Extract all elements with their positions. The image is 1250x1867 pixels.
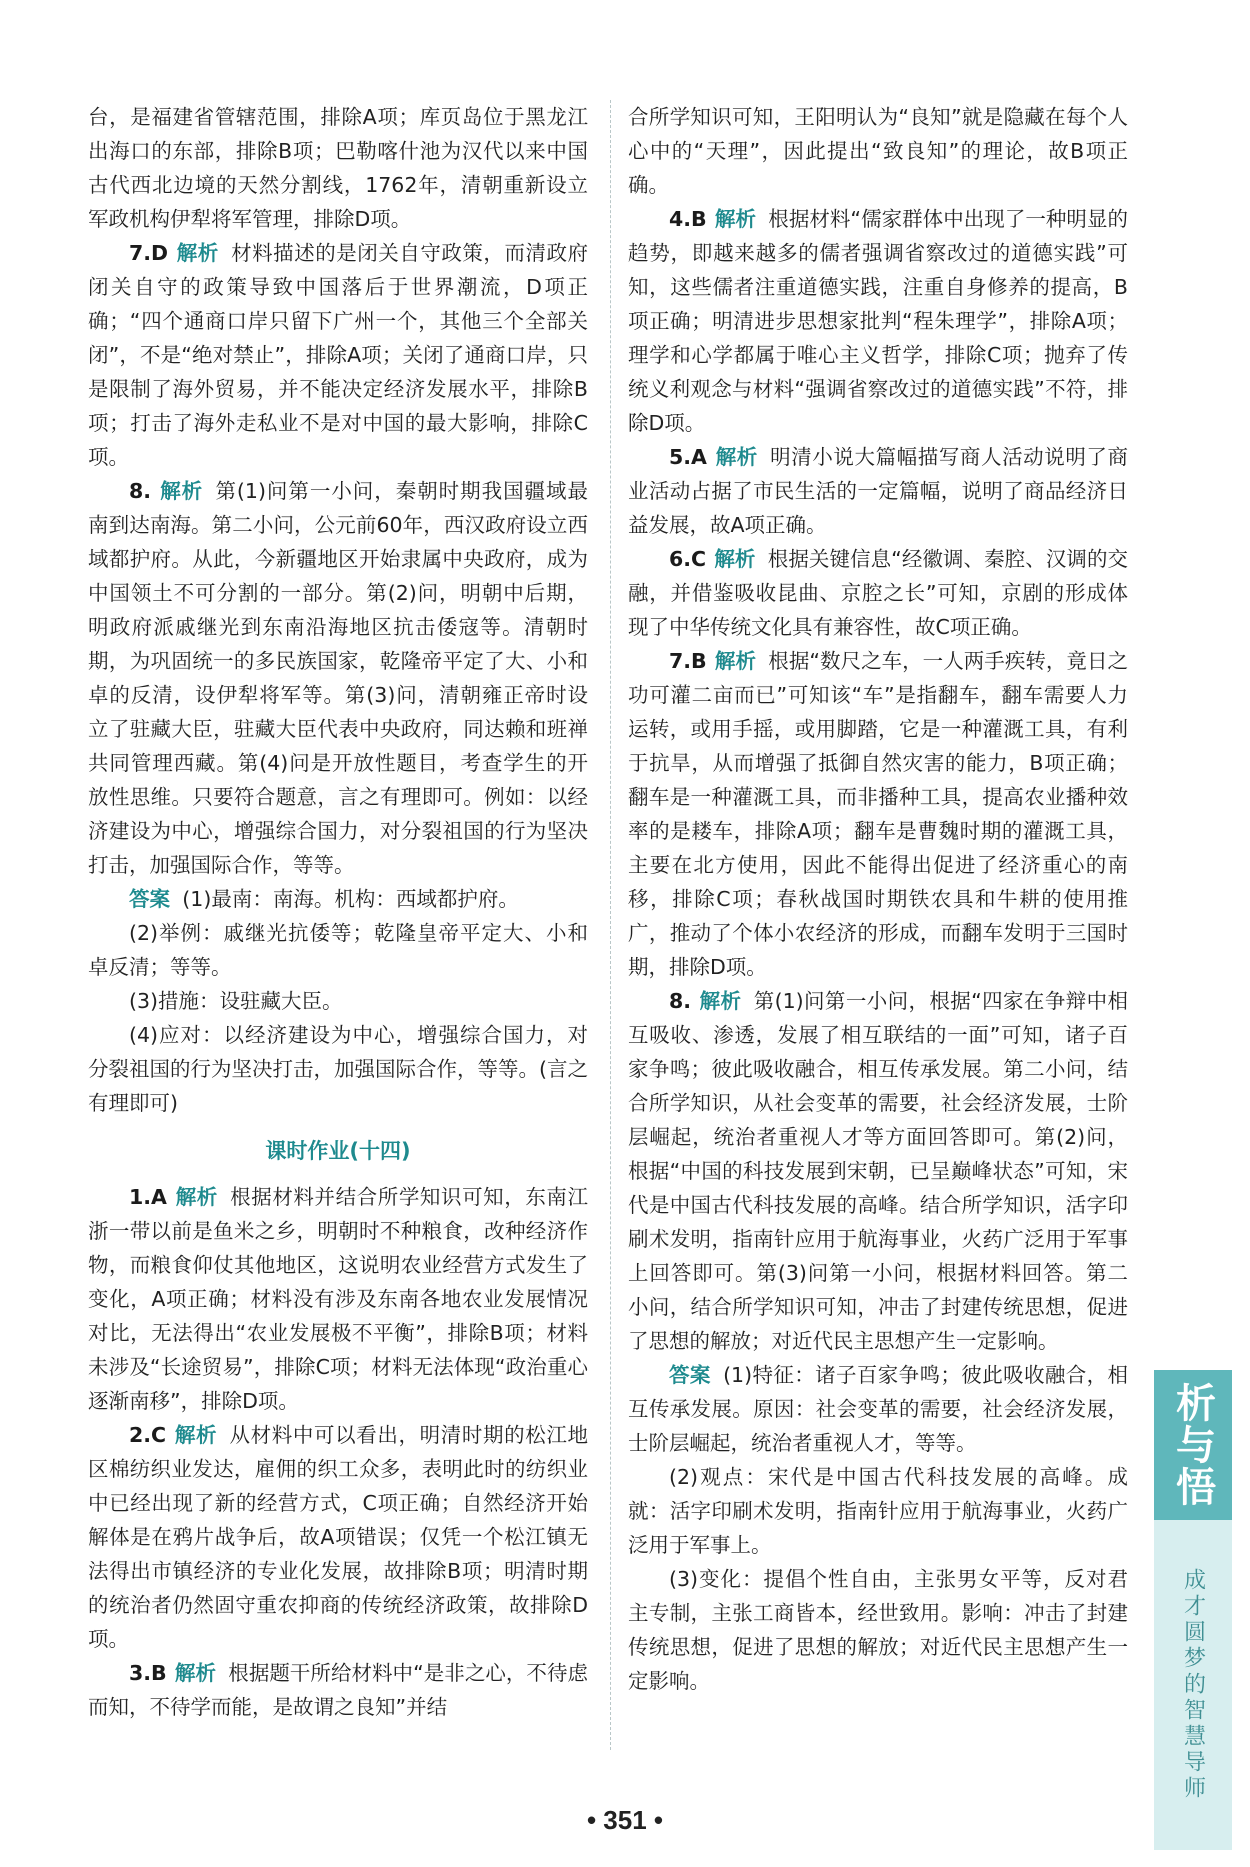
intro-paragraph: 台，是福建省管辖范围，排除A项；库页岛位于黑龙江出海口的东部，排除B项；巴勒喀什池为汉代以来中国古代西北边境的天然分割线，1762年，清朝重新设立军政机构伊犁将军管理，排除D项。 (88, 105, 588, 231)
section-title: 课时作业(十四) (265, 1139, 411, 1163)
explanation-text: 根据关键信息“经徽调、秦腔、汉调的交融，并借鉴吸收昆曲、京腔之长”可知，京剧的形成体现了中华传统文化具有兼容性，故C项正确。 (628, 547, 1129, 639)
answer-text: (1)最南：南海。机构：西域都护府。 (182, 887, 519, 911)
answer-tag: 答案 (669, 1363, 711, 1387)
analysis-tag: 解析 (175, 1185, 218, 1209)
left-column (88, 100, 588, 1724)
explanation-text: 第(1)问第一小问，秦朝时期我国疆域最南到达南海。第二小问，公元前60年，西汉政府设立西域都护府。从此，今新疆地区开始隶属中央政府，成为中国领土不可分割的一部分。第(2)问，明朝中后期，明政府派戚继光到东南沿海地区抗击倭寇等。清朝时期，为巩固统一的多民族国家，乾隆帝平定了大、小和卓的反清，设伊犁将军等。第(3)问，清朝雍正帝时设立了驻藏大臣，驻藏大臣代表中央政府，同达赖和班禅共同管理西藏。第(4)问是开放性题目，考查学生的开放性思维。只要符合题意，言之有理即可。例如：以经济建设为中心，增强综合国力，对分裂祖国的行为坚决打击，加强国际合作，等等。 (88, 479, 588, 877)
explanation-text: 第(1)问第一小问，根据“四家在争辩中相互吸收、渗透，发展了相互联结的一面”可知，诸子百家争鸣；彼此吸收融合，相互传承发展。第二小问，结合所学知识，从社会变革的需要，社会经济发展，士阶层崛起，统治者重视人才等方面回答即可。第(2)问，根据“中国的科技发展到宋朝，已呈巅峰状态”可知，宋代是中国古代科技发展的高峰。结合所学知识，活字印刷术发明，指南针应用于航海事业，火药广泛用于军事上回答即可。第(3)问第一小问，根据材料回答。第二小问，结合所学知识可知，冲击了封建传统思想，促进了思想的解放；对近代民主思想产生一定影响。 (628, 989, 1128, 1353)
question-number: 4.B (669, 207, 707, 231)
explanation-text: 材料描述的是闭关自守政策，而清政府闭关自守的政策导致中国落后于世界潮流，D项正确；“四个通商口岸只留下广州一个，其他三个全部关闭”，不是“绝对禁止”，排除A项；关闭了通商口岸，只是限制了海外贸易，并不能决定经济发展水平，排除B项；打击了海外走私业不是对中国的最大影响，排除C项。 (88, 241, 589, 469)
analysis-tag: 解析 (714, 649, 756, 673)
explanation-text: 根据材料并结合所学知识可知，东南江浙一带以前是鱼米之乡，明朝时不种粮食，改种经济作物，而粮食仰仗其他地区，这说明农业经营方式发生了变化，A项正确；材料没有涉及东南各地农业发展情况对比，无法得出“农业发展极不平衡”，排除B项；材料未涉及“长途贸易”，排除C项；材料无法体现“政治重心逐渐南移”，排除D项。 (88, 1185, 589, 1413)
side-tab (1154, 1370, 1232, 1850)
question-number: 6.C (669, 547, 707, 571)
question-number: 7.D (129, 241, 169, 265)
question-number: 7.B (669, 649, 707, 673)
question-number: 1.A (129, 1185, 167, 1209)
analysis-tag: 解析 (176, 241, 219, 265)
question-number: 8. (129, 479, 152, 503)
section-question-5 (628, 440, 1128, 542)
section-question-8-answer-2: (2)观点：宋代是中国古代科技发展的高峰。成就：活字印刷术发明，指南针应用于航海事业，火药广泛用于军事上。 (628, 1465, 1128, 1557)
question-8-explanation (88, 474, 588, 882)
question-number: 2.C (129, 1423, 167, 1447)
explanation-text: 明清小说大篇幅描写商人活动说明了商业活动占据了市民生活的一定篇幅，说明了商品经济日益发展，故A项正确。 (628, 445, 1129, 537)
section-question-8-answer-1 (628, 1358, 1128, 1460)
right-column (628, 100, 1128, 1698)
explanation-text: 根据“数尺之车，一人两手疾转，竟日之功可灌二亩而已”可知该“车”是指翻车，翻车需要人力运转，或用手摇，或用脚踏，它是一种灌溉工具，有利于抗旱，从而增强了抵御自然灾害的能力，B项正确；翻车是一种灌溉工具，而非播种工具，提高农业播种效率的是耧车，排除A项；翻车是曹魏时期的灌溉工具，主要在北方使用，因此不能得出促进了经济重心的南移，排除C项；春秋战国时期铁农具和牛耕的使用推广，推动了个体小农经济的形成，而翻车发明于三国时期，排除D项。 (628, 649, 1128, 979)
question-3-continuation: 合所学知识可知，王阳明认为“良知”就是隐藏在每个人心中的“天理”，因此提出“致良知”的理论，故B项正确。 (628, 105, 1128, 197)
analysis-tag: 解析 (715, 445, 758, 469)
analysis-tag: 解析 (174, 1661, 216, 1685)
section-question-1 (88, 1180, 588, 1418)
section-question-3 (88, 1656, 588, 1724)
analysis-tag: 解析 (714, 547, 756, 571)
section-question-7 (628, 644, 1128, 984)
section-question-8-answer-3: (3)变化：提倡个性自由，主张男女平等，反对君主专制，主张工商皆本，经世致用。影响：冲击了封建传统思想，促进了思想的解放；对近代民主思想产生一定影响。 (628, 1567, 1128, 1693)
analysis-tag: 解析 (699, 989, 742, 1013)
section-question-8 (628, 984, 1128, 1358)
answer-tag: 答案 (129, 887, 170, 911)
analysis-tag: 解析 (714, 207, 756, 231)
section-question-6 (628, 542, 1128, 644)
explanation-text: 根据题干所给材料中“是非之心，不待虑而知，不待学而能，是故谓之良知”并结 (88, 1661, 588, 1719)
section-question-4 (628, 202, 1128, 440)
analysis-tag: 解析 (159, 479, 204, 503)
section-question-2 (88, 1418, 588, 1656)
question-8-answer-2: (2)举例：戚继光抗倭等；乾隆皇帝平定大、小和卓反清；等等。 (88, 921, 588, 979)
question-number: 5.A (669, 445, 707, 469)
question-number: 3.B (129, 1661, 167, 1685)
page-number: • 351 • (586, 1805, 664, 1835)
question-8-answer-1 (88, 882, 588, 916)
column-divider (610, 100, 611, 1750)
question-7-explanation (88, 236, 588, 474)
explanation-text: 从材料中可以看出，明清时期的松江地区棉纺织业发达，雇佣的织工众多，表明此时的纺织业中已经出现了新的经营方式，C项正确；自然经济开始解体是在鸦片战争后，故A项错误；仅凭一个松江镇无法得出市镇经济的专业化发展，故排除B项；明清时期的统治者仍然固守重农抑商的传统经济政策，故排除D项。 (88, 1423, 589, 1651)
side-tab-title: 析与悟 (1154, 1370, 1232, 1520)
side-tab-motto: 成才圆梦的智慧导师 (1180, 1568, 1206, 1802)
explanation-text: 根据材料“儒家群体中出现了一种明显的趋势，即越来越多的儒者强调省察改过的道德实践”可知，这些儒者注重道德实践，注重自身修养的提高，B项正确；明清进步思想家批判“程朱理学”，排除A项；理学和心学都属于唯心主义哲学，排除C项；抛弃了传统义利观念与材料“强调省察改过的道德实践”不符，排除D项。 (628, 207, 1128, 435)
analysis-tag: 解析 (174, 1423, 218, 1447)
question-8-answer-3: (3)措施：设驻藏大臣。 (129, 989, 343, 1013)
answer-text: (1)特征：诸子百家争鸣；彼此吸收融合，相互传承发展。原因：社会变革的需要，社会经济发展，士阶层崛起，统治者重视人才，等等。 (628, 1363, 1128, 1455)
question-number: 8. (669, 989, 692, 1013)
question-8-answer-4: (4)应对：以经济建设为中心，增强综合国力，对分裂祖国的行为坚决打击，加强国际合作，等等。(言之有理即可) (88, 1023, 588, 1115)
